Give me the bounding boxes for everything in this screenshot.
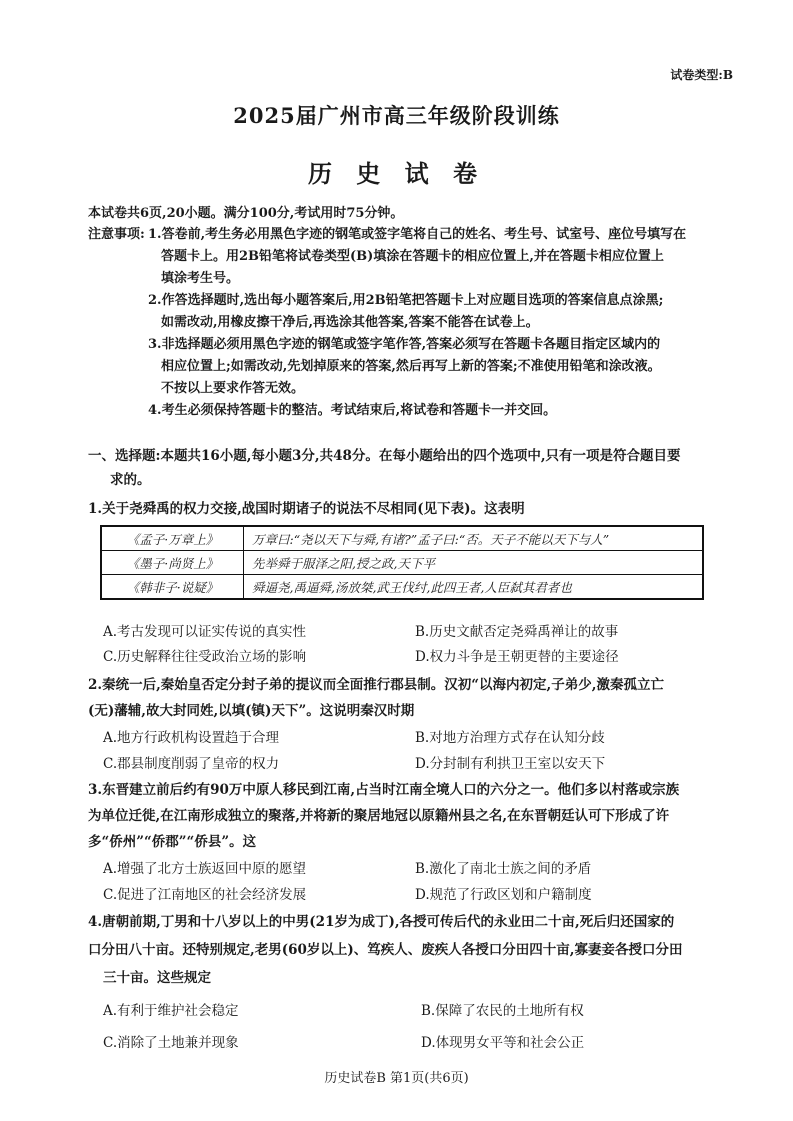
question-3-option-c[interactable]: C.促进了江南地区的社会经济发展 bbox=[103, 887, 307, 903]
paper-type-label: 试卷类型:B bbox=[670, 68, 733, 82]
notice-label: 注意事项: bbox=[88, 227, 145, 242]
question-3-stem: 为单位迁徙,在江南形成独立的聚落,并将新的聚居地冠以原籍州县之名,在东晋朝廷认可下形成了许 bbox=[88, 808, 670, 824]
question-4-stem: 口分田八十亩。还特别规定,老男(60岁以上)、笃疾人、废疾人各授口分田四十亩,寡妻妾各授口分田 bbox=[88, 942, 683, 958]
table-cell-quote: 先举舜于服泽之阳,授之政,天下平 bbox=[244, 551, 704, 575]
question-3-option-d[interactable]: D.规范了行政区划和户籍制度 bbox=[415, 887, 592, 903]
notice-line: 4.考生必须保持答题卡的整洁。考试结束后,将试卷和答题卡一并交回。 bbox=[148, 403, 557, 418]
question-2-option-b[interactable]: B.对地方治理方式存在认知分歧 bbox=[415, 730, 605, 746]
question-1-option-c[interactable]: C.历史解释往往受政治立场的影响 bbox=[103, 649, 307, 665]
notice-line: 3.非选择题必须用黑色字迹的钢笔或签字笔作答,答案必须写在答题卡各题目指定区域内的 bbox=[148, 337, 661, 352]
table-cell-book: 《韩非子·说疑》 bbox=[101, 575, 244, 600]
question-2-option-d[interactable]: D.分封制有利拱卫王室以安天下 bbox=[415, 756, 606, 772]
question-3-option-b[interactable]: B.激化了南北士族之间的矛盾 bbox=[415, 861, 592, 877]
page-footer: 历史试卷B 第1页(共6页) bbox=[324, 1071, 469, 1086]
section-heading: 求的。 bbox=[110, 472, 151, 488]
question-2-stem: 2.秦统一后,秦始皇否定分封子弟的提议而全面推行郡县制。汉初“以海内初定,子弟少,激秦孤立亡 bbox=[88, 677, 664, 693]
question-4-option-b[interactable]: B.保障了农民的土地所有权 bbox=[421, 1003, 584, 1019]
section-heading: 一、选择题:本题共16小题,每小题3分,共48分。在每小题给出的四个选项中,只有一项是符合题目要 bbox=[88, 448, 681, 464]
question-3-option-a[interactable]: A.增强了北方士族返回中原的愿望 bbox=[103, 861, 307, 877]
question-1-option-d[interactable]: D.权力斗争是王朝更替的主要途径 bbox=[415, 649, 619, 665]
notice-line: 不按以上要求作答无效。 bbox=[161, 381, 305, 396]
question-2-option-a[interactable]: A.地方行政机构设置趋于合理 bbox=[103, 730, 280, 746]
exam-title: 2025届广州市高三年级阶段训练 bbox=[233, 103, 560, 128]
question-4-option-d[interactable]: D.体现男女平等和社会公正 bbox=[421, 1035, 585, 1051]
table-row bbox=[101, 575, 703, 600]
subject-title: 历 史 试 卷 bbox=[307, 159, 486, 188]
question-2-option-c[interactable]: C.郡县制度削弱了皇帝的权力 bbox=[103, 756, 280, 772]
question-4-option-c[interactable]: C.消除了土地兼并现象 bbox=[103, 1035, 239, 1051]
question-1-option-b[interactable]: B.历史文献否定尧舜禹禅让的故事 bbox=[415, 624, 619, 640]
table-cell-quote: 舜逼尧,禹逼舜,汤放桀,武王伐纣,此四王者,人臣弑其君者也 bbox=[244, 575, 704, 600]
table-row bbox=[101, 526, 703, 551]
question-1-option-a[interactable]: A.考古发现可以证实传说的真实性 bbox=[103, 624, 307, 640]
exam-intro: 本试卷共6页,20小题。满分100分,考试用时75分钟。 bbox=[88, 206, 404, 221]
table-cell-book: 《孟子·万章上》 bbox=[101, 526, 244, 551]
table-cell-quote: 万章曰:“尧以天下与舜,有诸?”孟子曰:“否。天子不能以天下与人” bbox=[244, 526, 704, 551]
notice-line: 1.答卷前,考生务必用黑色字迹的钢笔或签字笔将自己的姓名、考生号、试室号、座位号填写在 bbox=[148, 227, 687, 242]
notice-line: 2.作答选择题时,选出每小题答案后,用2B铅笔把答题卡上对应题目选项的答案信息点涂黑; bbox=[148, 293, 664, 308]
notice-line: 相应位置上;如需改动,先划掉原来的答案,然后再写上新的答案;不准使用铅笔和涂改液。 bbox=[161, 359, 661, 374]
table-cell-book: 《墨子·尚贤上》 bbox=[101, 551, 244, 575]
question-4-stem: 4.唐朝前期,丁男和十八岁以上的中男(21岁为成丁),各授可传后代的永业田二十亩,死后归还国家的 bbox=[88, 914, 675, 930]
question-1-stem: 1.关于尧舜禹的权力交接,战国时期诸子的说法不尽相同(见下表)。这表明 bbox=[88, 501, 525, 517]
question-1-source-table bbox=[100, 525, 704, 600]
question-3-stem: 3.东晋建立前后约有90万中原人移民到江南,占当时江南全境人口的六分之一。他们多以村落或宗族 bbox=[88, 782, 680, 798]
question-4-option-a[interactable]: A.有利于维护社会稳定 bbox=[103, 1003, 239, 1019]
notice-line: 如需改动,用橡皮擦干净后,再选涂其他答案,答案不能答在试卷上。 bbox=[161, 315, 539, 330]
question-4-stem: 三十亩。这些规定 bbox=[103, 970, 211, 986]
notice-line: 答题卡上。用2B铅笔将试卷类型(B)填涂在答题卡的相应位置上,并在答题卡相应位置上 bbox=[161, 249, 664, 264]
question-3-stem: 多“侨州”“侨郡”“侨县”。这 bbox=[88, 834, 257, 850]
table-row bbox=[101, 551, 703, 575]
question-2-stem: (无)藩辅,故大封同姓,以填(镇)天下”。这说明秦汉时期 bbox=[88, 703, 415, 719]
notice-line: 填涂考生号。 bbox=[161, 271, 240, 286]
